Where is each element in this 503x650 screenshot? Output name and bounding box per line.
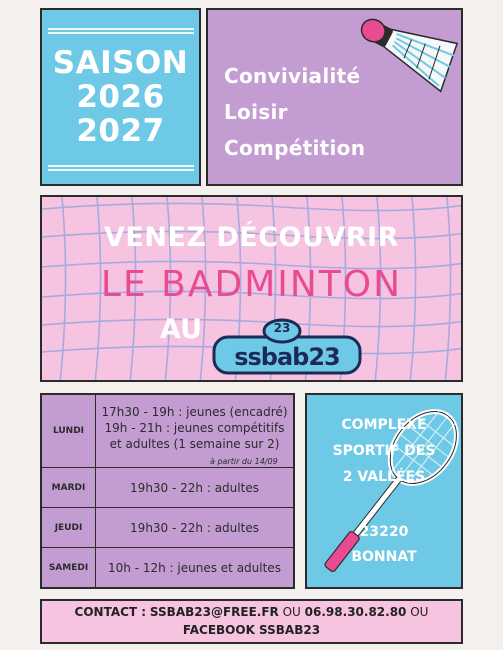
value-leisure: Loisir: [224, 100, 288, 124]
club-logo-number: 23: [273, 321, 291, 335]
hero-au: AU: [160, 314, 202, 345]
decor-stripe: [48, 169, 194, 171]
value-conviviality: Convivialité: [224, 64, 361, 88]
location-panel: [305, 393, 463, 589]
season-year-end: 2027: [76, 113, 165, 149]
season-word: SAISON: [52, 45, 189, 81]
contact-label: CONTACT :: [74, 605, 147, 619]
contact-phone[interactable]: 06.98.30.82.80: [304, 605, 407, 619]
club-logo-text: ssbab23: [234, 343, 340, 371]
schedule-line: 10h - 12h : jeunes et adultes: [108, 560, 281, 575]
decor-stripe: [48, 32, 194, 34]
schedule-line: 19h30 - 22h : adultes: [130, 520, 259, 535]
season-year-start: 2026: [76, 79, 165, 115]
season-panel: [40, 8, 201, 186]
schedule-line: et adultes (1 semaine sur 2): [109, 437, 280, 451]
hero-banner: [40, 195, 463, 382]
schedule-row-tuesday: [42, 467, 293, 507]
day-label: SAMEDI: [42, 548, 96, 587]
hero-sport-title: LE BADMINTON: [100, 264, 403, 305]
decor-stripe: [48, 28, 194, 30]
schedule-row-monday: [42, 395, 293, 467]
day-label: MARDI: [42, 468, 96, 507]
schedule-table: [40, 393, 295, 589]
schedule-line: 17h30 - 19h : jeunes (encadré): [101, 405, 288, 419]
day-label: JEUDI: [42, 508, 96, 547]
contact-or: OU: [410, 605, 429, 619]
contact-bar: [40, 599, 463, 644]
schedule-row-thursday: [42, 507, 293, 547]
location-city: BONNAT: [351, 549, 417, 565]
location-line: COMPLEXE: [341, 417, 427, 433]
hero-headline: VENEZ DÉCOUVRIR: [104, 222, 399, 253]
contact-line: [42, 605, 461, 619]
schedule-row-saturday: [42, 547, 293, 587]
schedule-line: 19h - 21h : jeunes compétitifs: [104, 421, 285, 435]
day-label: LUNDI: [42, 395, 96, 467]
contact-email[interactable]: SSBAB23@FREE.FR: [149, 605, 279, 619]
value-competition: Compétition: [224, 136, 366, 160]
location-postcode: 23220: [359, 524, 409, 540]
location-line: SPORTIF DES: [332, 443, 436, 459]
season-title: [42, 46, 199, 148]
values-panel: [206, 8, 463, 186]
shuttlecock-icon: [343, 10, 463, 110]
contact-or: OU: [282, 605, 301, 619]
decor-stripe: [48, 165, 194, 167]
contact-facebook[interactable]: FACEBOOK SSBAB23: [182, 623, 321, 637]
location-line: 2 VALLÉES: [342, 469, 426, 485]
schedule-line: 19h30 - 22h : adultes: [130, 480, 259, 495]
schedule-note: à partir du 14/09: [210, 457, 278, 466]
